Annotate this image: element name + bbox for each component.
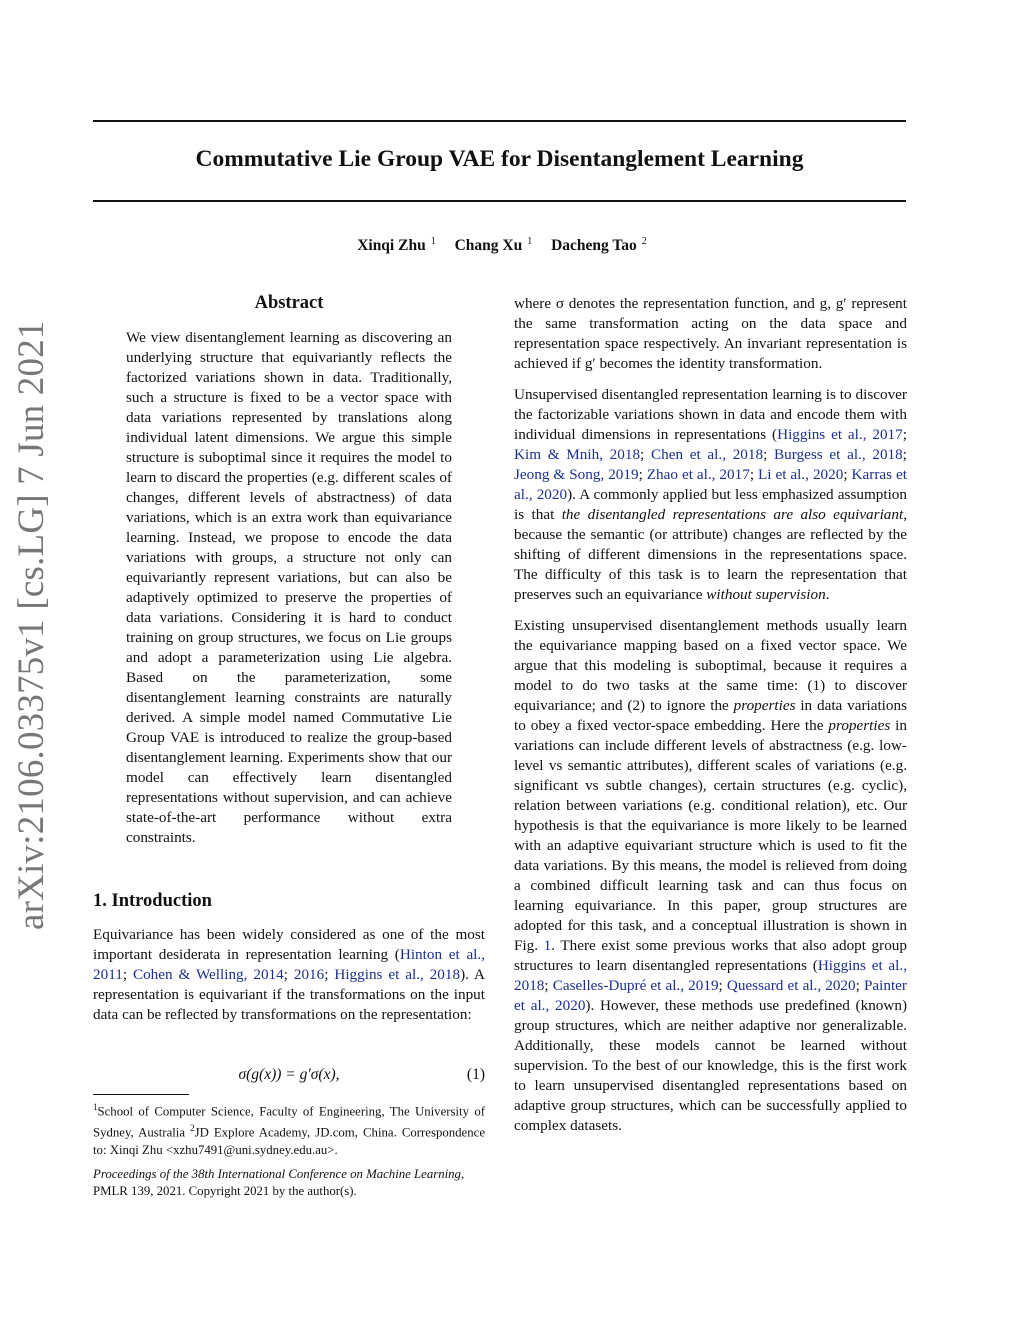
citation-link[interactable]: Higgins et al., 2018 xyxy=(514,957,907,994)
citation-link[interactable]: Karras et al., 2020 xyxy=(514,466,907,503)
citation-link[interactable]: Cohen & Welling, 2014 xyxy=(132,966,284,983)
affiliation-footnote: $^1$School of Computer Science, Faculty of Engineering, The University of Sydney, Australia $^2$JD Explore Academy, JD.com, China. Correspondence to: Xinqi Zhu <xzhu7491@uni.sydney.edu.au>. xyxy=(93,1102,485,1157)
citation-link[interactable]: Burgess et al., 2018 xyxy=(774,446,903,463)
paper-title: Commutative Lie Group VAE for Disentanglement Learning xyxy=(195,146,804,172)
paragraph: Existing unsupervised disentanglement methods usually learn the equivariance mapping based on a fixed vector space. We argue that this modeling is suboptimal, because it requires a model to do two tasks at the same time: (1) to discover equivariance; and (2) to ignore the properties in data variations to obey a fixed vector-space embedding. Here the properties in variations can include different levels of abstractness (e.g. low-level vs semantic attributes), different scales of variations (e.g. significant vs subtle changes), certain structures (e.g. cyclic), relation between variations (e.g. conditional relation), etc. Our hypothesis is that the equivariance is more likely to be learned with an adaptive equivariant structure which is used to fit the data variations. By this means, the model is relieved from doing a combined difficult learning task and can thus focus on learning equivariance. In this paper, group structures are adopted for this task, and a conceptual illustration is shown in Fig. 1. There exist some previous works that also adopt group structures to learn disentangled representations (Higgins et al., 2018; Caselles-Dupré et al., 2019; Quessard et al., 2020; Painter et al., 2020). However, these methods use predefined (known) group structures, which are neither adaptive nor generalizable. Additionally, these models cannot be learned without supervision. To the best of our knowledge, this is the first work to learn unsupervised disentangled representations based on adaptive group structures, which can be successfully applied to complex datasets. xyxy=(514,617,908,1134)
paragraph: where σ denotes the representation function, and g, g′ represent the same transformation acting on the data space and representation space respectively. An invariant representation is achieved if g′ becomes the identity transformation. xyxy=(514,295,907,372)
citation-link[interactable]: Higgins et al., 2017 xyxy=(777,426,903,443)
equation-expression: σ(g(x)) = g′σ(x), xyxy=(238,1066,340,1083)
author: Chang Xu $^1$ xyxy=(454,236,533,255)
citation-link[interactable]: Jeong & Song, 2019 xyxy=(514,466,639,483)
citation-link[interactable]: Quessard et al., 2020 xyxy=(726,977,856,994)
author: Xinqi Zhu $^1$ xyxy=(357,236,436,255)
abstract-section xyxy=(126,292,452,848)
author: Dacheng Tao $^2$ xyxy=(551,236,647,255)
abstract-text: We view disentanglement learning as discovering an underlying structure that equivariantly reflects the factorized variations shown in data. Traditionally, such a structure is fixed to be a vector space with data variations represented by translations along individual latent dimensions. We argue this simple structure is suboptimal since it requires the model to learn to discard the properties (e.g. different scales of changes, different levels of abstractness) of data variations, which is an extra work than equivariance learning. Instead, we propose to encode the data variations with groups, a structure not only can equivariantly represent variations, but can also be adaptively optimized to preserve the properties of data variations. Considering it is hard to conduct training on group structures, we focus on Lie groups and adopt a parameterization using Lie algebra. Based on the parameterization, some disentanglement learning constraints are naturally derived. A simple model named Commutative Lie Group VAE is introduced to realize the group-based disentanglement learning. Experiments show that our model can effectively learn disentangled representations without supervision, and can achieve state-of-the-art performance without extra constraints. xyxy=(126,329,452,846)
footnote-rule xyxy=(93,1094,189,1095)
introduction-section xyxy=(93,889,485,1025)
author-list xyxy=(93,236,906,255)
paragraph: Unsupervised disentangled representation learning is to discover the factorizable variations shown in data and encode them with individual dimensions in representations (Higgins et al., 2017; Kim & Mnih, 2018; Chen et al., 2018; Burgess et al., 2018; Jeong & Song, 2019; Zhao et al., 2017; Li et al., 2020; Karras et al., 2020). A commonly applied but less emphasized assumption is that the disentangled representations are also equivariant, because the semantic (or attribute) changes are reflected by the shifting of different dimensions in the representations space. The difficulty of this task is to learn the representation that preserves such an equivariance without supervision. xyxy=(514,386,907,603)
abstract-heading: Abstract xyxy=(254,293,324,313)
introduction-heading: 1. Introduction xyxy=(93,891,212,911)
citation-link[interactable]: Higgins et al., 2018 xyxy=(334,966,461,983)
equation-number: (1) xyxy=(466,1066,485,1083)
citation-link[interactable]: 2016 xyxy=(293,966,325,983)
top-rule xyxy=(93,120,906,122)
arxiv-stamp: arXiv:2106.03375v1 [cs.LG] 7 Jun 2021 xyxy=(11,320,52,930)
citation-link[interactable]: Kim & Mnih, 2018 xyxy=(514,446,641,463)
citation-link[interactable]: Painter et al., 2020 xyxy=(514,977,907,1014)
citation-link[interactable]: Caselles-Dupré et al., 2019 xyxy=(552,977,719,994)
citation-link[interactable]: Li et al., 2020 xyxy=(758,466,844,483)
citation-link[interactable]: Hinton et al., 2011 xyxy=(93,946,485,983)
proceedings-note: Proceedings of the 38th International Conference on Machine Learning, PMLR 139, 2021. Copyright 2021 by the author(s). xyxy=(93,1167,465,1198)
citation-link[interactable]: Zhao et al., 2017 xyxy=(646,466,750,483)
equation-1 xyxy=(93,1066,485,1086)
title-bottom-rule xyxy=(93,200,906,202)
introduction-paragraph: Equivariance has been widely considered as one of the most important desiderata in representation learning (Hinton et al., 2011; Cohen & Welling, 2014; 2016; Higgins et al., 2018). A representation is equivariant if the transformations on the input data can be reflected by transformations on the representation: xyxy=(93,926,485,1023)
right-column xyxy=(514,294,907,1147)
figure-link[interactable]: 1 xyxy=(543,937,552,954)
citation-link[interactable]: Chen et al., 2018 xyxy=(650,446,764,463)
